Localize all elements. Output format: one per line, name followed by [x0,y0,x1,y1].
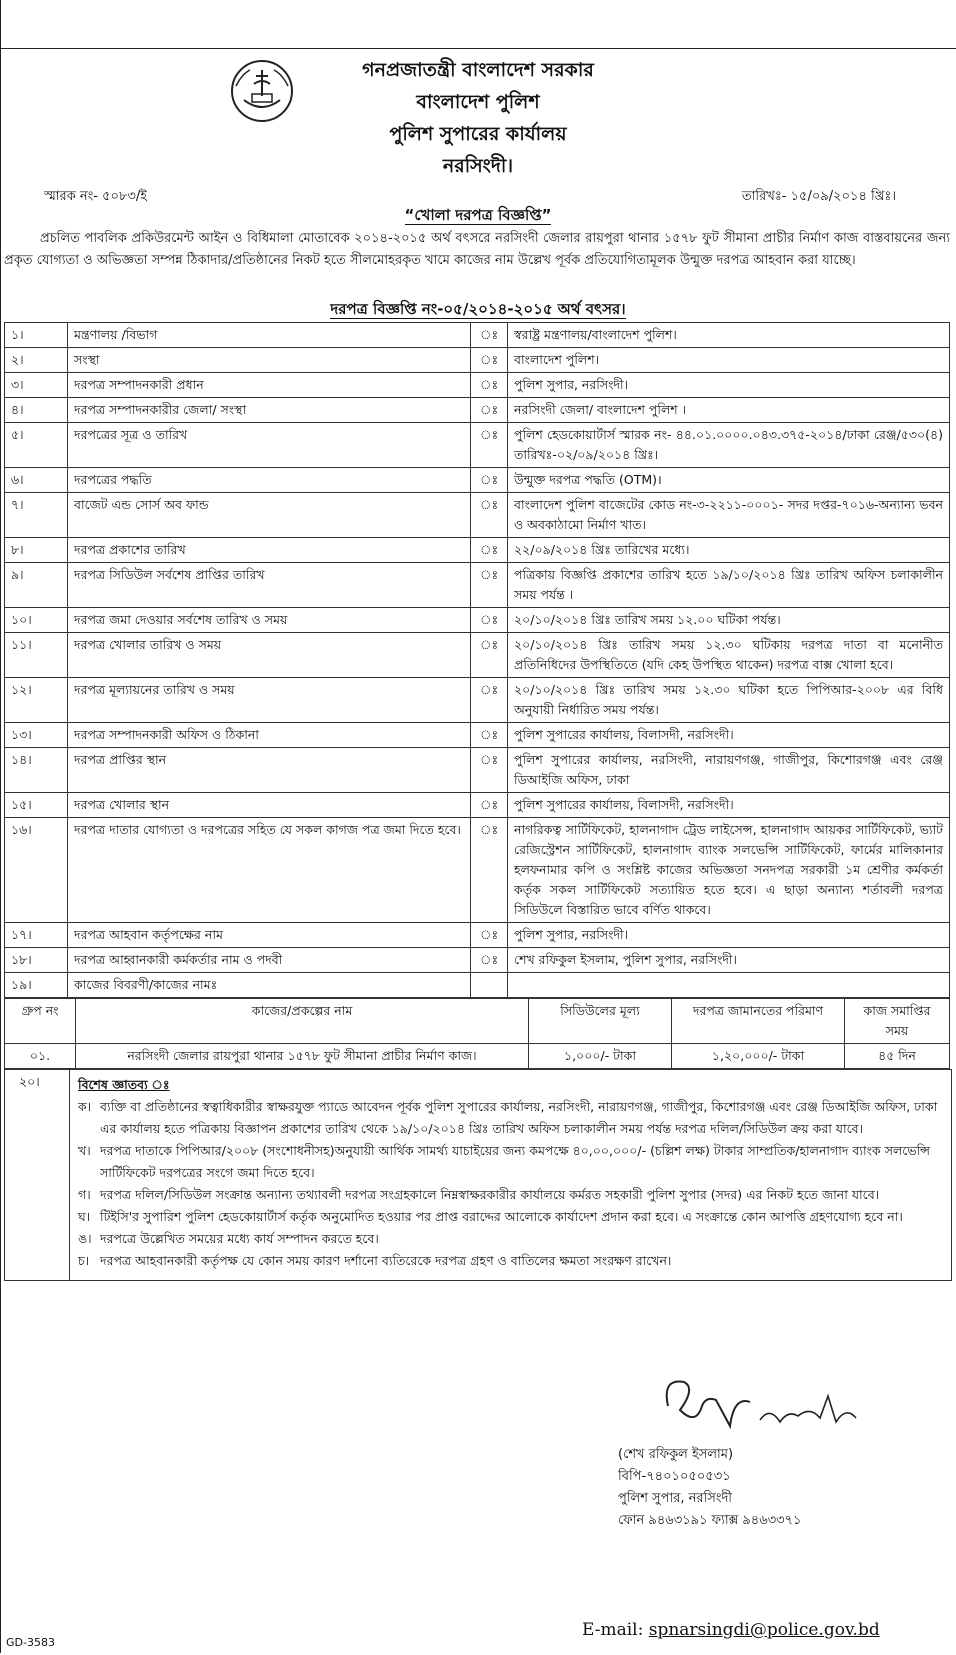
note-item [78,1184,943,1206]
row-number: ৭। [5,493,68,538]
tender-row [5,608,950,633]
footer-code: GD-3583 [6,1636,55,1649]
notice-title [0,204,956,229]
top-rule [0,48,956,49]
row-number: ১৯। [5,973,68,998]
tender-row [5,973,950,998]
works-data-cell: ০১. [5,1044,76,1069]
row-label: দরপত্র প্রকাশের তারিখ [68,538,471,563]
special-notes [4,1069,952,1281]
email-line [582,1620,880,1640]
signatory-name: (শেখ রফিকুল ইসলাম) [618,1447,734,1462]
signatory-bp: বিপি-৭৪০১০৫০৫৩১ [618,1469,731,1484]
works-data-cell: ১,০০০/- টাকা [529,1044,672,1069]
tender-row [5,398,950,423]
signatory-block [618,1444,802,1532]
row-label: দরপত্র দাতার যোগ্যতা ও দরপত্রের সহিত যে সকল কাগজ পত্র জমা দিতে হবে। [68,818,471,923]
row-colon: ঃ [471,818,508,923]
header-line-district: নরসিংদী। [442,155,514,177]
tender-row [5,793,950,818]
row-value: ২০/১০/২০১৪ খ্রিঃ তারিখ সময় ১২.০০ ঘটিকা পর্যন্ত। [508,608,950,633]
header-line-office: পুলিশ সুপারের কার্যালয় [389,123,567,145]
note-item [78,1250,943,1272]
row-number: ৩। [5,373,68,398]
works-table [4,998,950,1069]
tender-row [5,818,950,923]
row-colon: ঃ [471,563,508,608]
note-key: ঘ। [78,1209,91,1224]
tender-row [5,493,950,538]
tender-row [5,678,950,723]
header-line-police: বাংলাদেশ পুলিশ [416,91,540,113]
row-label: দরপত্র আহবান কর্তৃপক্ষের নাম [68,923,471,948]
row-label: দরপত্র মূল্যায়নের তারিখ ও সময় [68,678,471,723]
tender-row [5,948,950,973]
row-value: নরসিংদী জেলা/ বাংলাদেশ পুলিশ । [508,398,950,423]
tender-row [5,373,950,398]
row-number: ৪। [5,398,68,423]
row-label: দরপত্র সিডিউল সর্বশেষ প্রাপ্তির তারিখ [68,563,471,608]
row-colon: ঃ [471,493,508,538]
notes-body [69,1070,951,1280]
note-text: টিইসি'র সুপারিশ পুলিশ হেডকোয়ার্টার্স কর্তৃক অনুমোদিত হওয়ার পর প্রাপ্ত বরাদ্দের আলোকে কার্যাদেশ প্রদান করা হবে। এ সংক্রান্তে কোন আপত্তি গ্রহণযোগ্য হবে না। [100,1209,903,1224]
row-value [508,973,950,998]
works-header-cell: কাজ সমাপ্তির সময় [845,999,950,1044]
tender-row [5,723,950,748]
row-value: উন্মুক্ত দরপত্র পদ্ধতি (OTM)। [508,468,950,493]
row-number: ১৪। [5,748,68,793]
note-key: চ। [78,1253,90,1268]
row-value: ২০/১০/২০১৪ খ্রিঃ তারিখ সময় ১২.৩০ ঘটিকায় দরপত্র দাতা বা মনোনীত প্রতিনিধিদের উপস্থিতিতে (যদি কেহ উপস্থিত থাকেন) দরপত্র বাক্স খোলা হবে। [508,633,950,678]
note-item [78,1228,943,1250]
note-key: খ। [78,1143,91,1158]
notes-number: ২০। [19,1074,40,1089]
row-label: দরপত্র খোলার তারিখ ও সময় [68,633,471,678]
row-value: ২২/০৯/২০১৪ খ্রিঃ তারিখের মধ্যে। [508,538,950,563]
row-colon: ঃ [471,468,508,493]
row-number: ১৫। [5,793,68,818]
row-colon: ঃ [471,538,508,563]
row-colon: ঃ [471,373,508,398]
row-colon: ঃ [471,678,508,723]
row-number: ১০। [5,608,68,633]
row-number: ১১। [5,633,68,678]
works-data-row [5,1044,950,1069]
note-key: ক। [78,1099,92,1114]
row-colon: ঃ [471,348,508,373]
row-label: কাজের বিবরণী/কাজের নামঃ [68,973,471,998]
row-label: দরপত্র জমা দেওয়ার সর্বশেষ তারিখ ও সময় [68,608,471,633]
row-number: ২। [5,348,68,373]
works-header-cell: কাজের/প্রকল্পের নাম [76,999,529,1044]
notice-subtitle-text: দরপত্র বিজ্ঞপ্তি নং-০৫/২০১৪-২০১৫ অর্থ বৎসর। [330,300,626,318]
row-colon: ঃ [471,923,508,948]
row-label: দরপত্রের সূত্র ও তারিখ [68,423,471,468]
row-value: পুলিশ সুপারের কার্যালয়, বিলাসদী, নরসিংদী। [508,723,950,748]
row-number: ১৭। [5,923,68,948]
note-text: দরপত্র দলিল/সিডিউল সংক্রান্ত অন্যান্য তথ্যাবলী দরপত্র সংগ্রহকালে নিম্নস্বাক্ষরকারীর কার্যালয়ে কর্মরত সহকারী পুলিশ সুপার (সদর) এর নিকট হতে জানা যাবে। [100,1187,880,1202]
works-data-cell: নরসিংদী জেলার রায়পুরা থানার ১৫৭৮ ফুট সীমানা প্রাচীর নির্মাণ কাজ। [76,1044,529,1069]
row-value: ২০/১০/২০১৪ খ্রিঃ তারিখ সময় ১২.৩০ ঘটিকা হতে পিপিআর-২০০৮ এর বিধি অনুযায়ী নির্ধারিত সময় পর্যন্ত। [508,678,950,723]
row-value: বাংলাদেশ পুলিশ বাজেটের কোড নং-৩-২২১১-০০০১- সদর দপ্তর-৭০১৬-অন্যান্য ভবন ও অবকাঠামো নির্মাণ খাত। [508,493,950,538]
note-item [78,1096,943,1140]
tender-row [5,348,950,373]
row-value: পত্রিকায় বিজ্ঞপ্তি প্রকাশের তারিখ হতে ১৯/১০/২০১৪ খ্রিঃ তারিখ অফিস চলাকালীন সময় পর্যন্ত । [508,563,950,608]
row-value: নাগরিকত্ব সার্টিফিকেট, হালনাগাদ ট্রেড লাইসেন্স, হালনাগাদ আয়কর সার্টিফিকেট, ভ্যাট রেজিস্ট্রেশন সার্টিফিকেট, হালনাগাদ ব্যাংক সলভেন্সি সার্টিফিকেট, ফার্মের মালিকানার হলফনামার কপি ও সংশ্লিষ্ট কাজের অভিজ্ঞতা সনদপত্র সরকারী ১ম শ্রেণীর কর্মকর্তা কর্তৃক সকল সার্টিফিকেট সত্যায়িত হতে হবে। এ ছাড়া অন্যান্য শর্তাবলী দরপত্র সিডিউলে বিস্তারিত ভাবে বর্ণিত থাকবে। [508,818,950,923]
works-data-cell: ১,২০,০০০/- টাকা [672,1044,845,1069]
note-key: গ। [78,1187,91,1202]
row-label: দরপত্র প্রাপ্তির স্থান [68,748,471,793]
row-number: ১৩। [5,723,68,748]
tender-row [5,563,950,608]
row-value: বাংলাদেশ পুলিশ। [508,348,950,373]
row-colon [471,973,508,998]
tender-row [5,323,950,348]
row-label: দরপত্র সম্পাদনকারীর জেলা/ সংস্থা [68,398,471,423]
row-number: ১৮। [5,948,68,973]
row-colon: ঃ [471,398,508,423]
row-colon: ঃ [471,323,508,348]
works-header-cell: দরপত্র জামানতের পরিমাণ [672,999,845,1044]
row-number: ১। [5,323,68,348]
note-item [78,1206,943,1228]
row-label: মন্ত্রণালয় /বিভাগ [68,323,471,348]
works-header-row [5,999,950,1044]
tender-row [5,923,950,948]
signature-drawing [660,1366,890,1446]
row-number: ৫। [5,423,68,468]
row-colon: ঃ [471,948,508,973]
note-text: দরপত্রে উল্লেখিত সময়ের মধ্যে কার্য সম্পাদন করতে হবে। [100,1231,379,1246]
row-label: দরপত্র আহ্বানকারী কর্মকর্তার নাম ও পদবী [68,948,471,973]
row-number: ১২। [5,678,68,723]
note-item [78,1140,943,1184]
works-header-cell: সিডিউলের মূল্য [529,999,672,1044]
row-label: বাজেট এন্ড সোর্স অব ফান্ড [68,493,471,538]
note-key: ঙ। [78,1231,92,1246]
row-value: পুলিশ সুপারের কার্যালয়, নরসিংদী, নারায়ণগঞ্জ, গাজীপুর, কিশোরগঞ্জ এবং রেঞ্জ ডিআইজি অফিস, ঢাকা [508,748,950,793]
header-line-govt: গনপ্রজাতন্ত্রী বাংলাদেশ সরকার [362,59,594,81]
tender-row [5,633,950,678]
row-value: পুলিশ হেডকোয়ার্টার্স স্মারক নং- ৪৪.০১.০০০০.০৪৩.৩৭৫-২০১৪/ঢাকা রেঞ্জ/৫৩০(৪) তারিখঃ-০২/০৯/২০১৪ খ্রিঃ। [508,423,950,468]
row-value: পুলিশ সুপার, নরসিংদী। [508,923,950,948]
row-value: স্বরাষ্ট্র মন্ত্রণালয়/বাংলাদেশ পুলিশ। [508,323,950,348]
row-label: দরপত্র সম্পাদনকারী অফিস ও ঠিকানা [68,723,471,748]
row-label: দরপত্র সম্পাদনকারী প্রধান [68,373,471,398]
signatory-designation: পুলিশ সুপার, নরসিংদী [618,1491,733,1506]
row-value: শেখ রফিকুল ইসলাম, পুলিশ সুপার, নরসিংদী। [508,948,950,973]
row-label: দরপত্রের পদ্ধতি [68,468,471,493]
row-label: দরপত্র খোলার স্থান [68,793,471,818]
row-number: ৬। [5,468,68,493]
notice-subtitle [0,298,956,323]
memo-number: স্মারক নং- ৫০৮৩/ই [44,189,148,204]
tender-row [5,748,950,793]
row-colon: ঃ [471,748,508,793]
tender-row [5,423,950,468]
email-link[interactable]: spnarsingdi@police.gov.bd [648,1620,880,1640]
notes-heading: বিশেষ জ্ঞাতব্য ঃ [78,1077,170,1092]
row-label: সংস্থা [68,348,471,373]
row-number: ১৬। [5,818,68,923]
row-colon: ঃ [471,423,508,468]
note-text: দরপত্র আহবানকারী কর্তৃপক্ষ যে কোন সময় কারণ দর্শানো ব্যতিরেকে দরপত্র গ্রহণ ও বাতিলের ক্ষমতা সংরক্ষণ রাখেন। [100,1253,672,1268]
email-label: E-mail: [582,1620,649,1640]
row-value: পুলিশ সুপারের কার্যালয়, বিলাসদী, নরসিংদী। [508,793,950,818]
tender-details-table [4,322,950,998]
intro-paragraph: প্রচলিত পাবলিক প্রকিউরমেন্ট আইন ও বিধিমালা মোতাবেক ২০১৪-২০১৫ অর্থ বৎসরে নরসিংদী জেলার রায়পুরা থানার ১৫৭৮ ফুট সীমানা প্রাচীর নির্মাণ কাজ বাস্তবায়নের জন্য প্রকৃত যোগ্যতা ও অভিজ্ঞতা সম্পন্ন ঠিকাদার/প্রতিষ্ঠানের নিকট হতে সীলমোহরকৃত খামে কাজের নাম উল্লেখ পূর্বক প্রতিযোগিতামূলক উন্মুক্ত দরপত্র আহবান করা যাচ্ছে। [4,231,950,268]
note-text: ব্যক্তি বা প্রতিষ্ঠানের স্বত্বাধিকারীর স্বাক্ষরযুক্ত প্যাডে আবেদন পূর্বক পুলিশ সুপারের কার্যালয়, নরসিংদী, নারায়ণগঞ্জ, গাজীপুর, কিশোরগঞ্জ এবং রেঞ্জ ডিআইজি অফিস, ঢাকা এর কার্যালয় হতে পত্রিকায় বিজ্ঞাপন প্রকাশের তারিখ থেকে ১৯/১০/২০১৪ খ্রিঃ তারিখ অফিস চলাকালীন সময় পর্যন্ত দরপত্র দলিল/সিডিউল ক্রয় করা যাবে। [100,1099,938,1136]
signatory-phone: ফোন ৯৪৬৩১৯১ ফ্যাক্স ৯৪৬৩৩৭১ [618,1513,802,1528]
note-text: দরপত্র দাতাকে পিপিআর/২০০৮ (সংশোধনীসহ)অনুযায়ী আর্থিক সামর্থ্য যাচাইয়ের জন্য কমপক্ষে ৪০,০০,০০০/- (চল্লিশ লক্ষ) টাকার সাম্প্রতিক/হালনাগাদ ব্যাংক সলভেন্সি সার্টিফিকেট দরপত্রের সংগে জমা দিতে হবে। [100,1143,931,1180]
row-number: ৯। [5,563,68,608]
works-data-cell: ৪৫ দিন [845,1044,950,1069]
row-colon: ঃ [471,608,508,633]
row-colon: ঃ [471,723,508,748]
row-value: পুলিশ সুপার, নরসিংদী। [508,373,950,398]
tender-row [5,538,950,563]
issue-date: তারিখঃ- ১৫/০৯/২০১৪ খ্রিঃ। [741,189,896,204]
tender-row [5,468,950,493]
notice-title-text: “খোলা দরপত্র বিজ্ঞপ্তি” [404,206,552,224]
row-colon: ঃ [471,793,508,818]
works-header-cell: গ্রুপ নং [5,999,76,1044]
row-colon: ঃ [471,633,508,678]
row-number: ৮। [5,538,68,563]
